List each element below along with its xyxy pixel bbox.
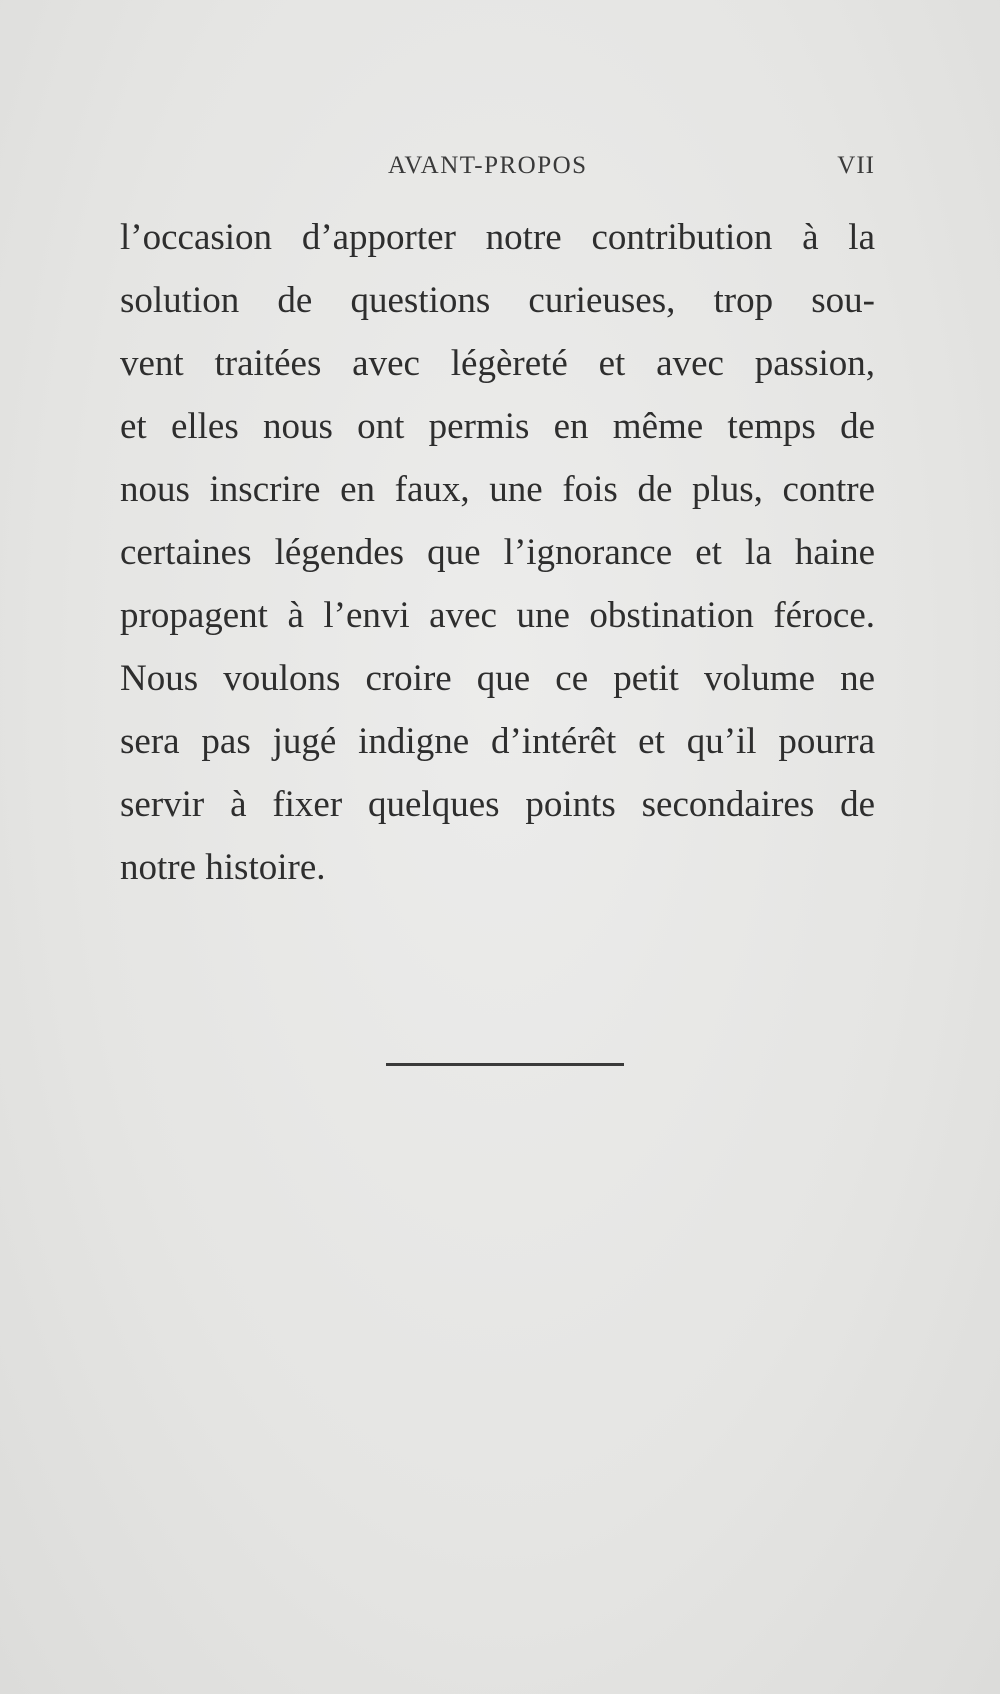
running-title: AVANT-PROPOS	[388, 152, 588, 179]
body-paragraph	[120, 206, 875, 899]
running-head	[120, 152, 875, 182]
section-end-rule	[386, 1063, 624, 1066]
text-line: servir à fixer quelques points secondaires de	[120, 784, 875, 825]
page-number: VII	[837, 152, 875, 179]
text-line: certaines légendes que l’ignorance et la haine	[120, 532, 875, 573]
text-line: et elles nous ont permis en même temps de	[120, 406, 875, 447]
text-line: l’occasion d’apporter notre contribution à la	[120, 217, 875, 258]
text-line-last: notre histoire.	[120, 847, 326, 888]
text-line: propagent à l’envi avec une obstination féroce.	[120, 595, 875, 636]
text-line: Nous voulons croire que ce petit volume ne	[120, 658, 875, 699]
text-line: solution de questions curieuses, trop sou-	[120, 280, 875, 321]
text-line: vent traitées avec légèreté et avec passion,	[120, 343, 875, 384]
text-line: nous inscrire en faux, une fois de plus, contre	[120, 469, 875, 510]
text-line: sera pas jugé indigne d’intérêt et qu’il pourra	[120, 721, 875, 762]
